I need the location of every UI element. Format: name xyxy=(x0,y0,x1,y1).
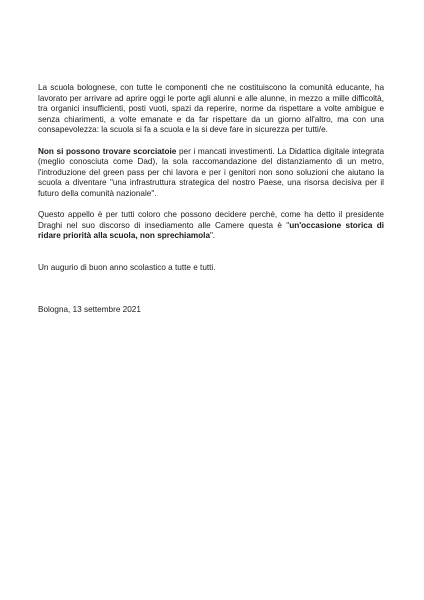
paragraph-investments-bold: Non si possono trovare scorciatoie xyxy=(38,146,177,156)
paragraph-appeal-text: Questo appello è per tutti coloro che possono decidere perché, come ha detto il presidente Draghi nel suo discorso di insediamento alle Camere questa è " xyxy=(38,210,384,230)
paragraph-intro: La scuola bolognese, con tutte le componenti che ne costituiscono la comunità educante, ha lavorato per arrivare ad aprire oggi le porte agli alunni e alle alunne, in mezzo a mille difficoltà, tra organici insufficienti, posti vuoti, spazi da reperire, norme da rispettare a volte ambigue e senza chiarimenti, a volte emanate e da far rispettare da un giorno all'altro, ma con una consapevolezza: la scuola si fa a scuola e la si deve fare in sicurezza per tutti/e. xyxy=(38,83,384,135)
spacer xyxy=(38,253,384,264)
paragraph-appeal xyxy=(38,210,384,242)
place-date: Bologna, 13 settembre 2021 xyxy=(38,305,141,315)
paragraph-investments xyxy=(38,147,384,200)
greeting-line: Un augurio di buon anno scolastico a tutte e tutti. xyxy=(38,263,216,273)
letter-body xyxy=(38,83,384,327)
spacer xyxy=(38,295,384,306)
paragraph-appeal-end: ". xyxy=(210,231,216,241)
paragraph-appeal-bold: un'occasione storica di ridare priorità alla scuola, non sprechiamola xyxy=(38,220,385,241)
paragraph-investments-text: per i mancati investimenti. La Didattica digitale integrata (meglio conosciuta come Dad), la sola raccomandazione del distanziamento di un metro, l'introduzione del green pass per chi lavora e per i genitori non sono soluzioni che aiutano la scuola a diventare "una infrastruttura strategica del nostro Paese, una risorsa decisiva per il futuro della comunità nazionale". xyxy=(38,146,384,198)
spacer xyxy=(38,284,384,295)
